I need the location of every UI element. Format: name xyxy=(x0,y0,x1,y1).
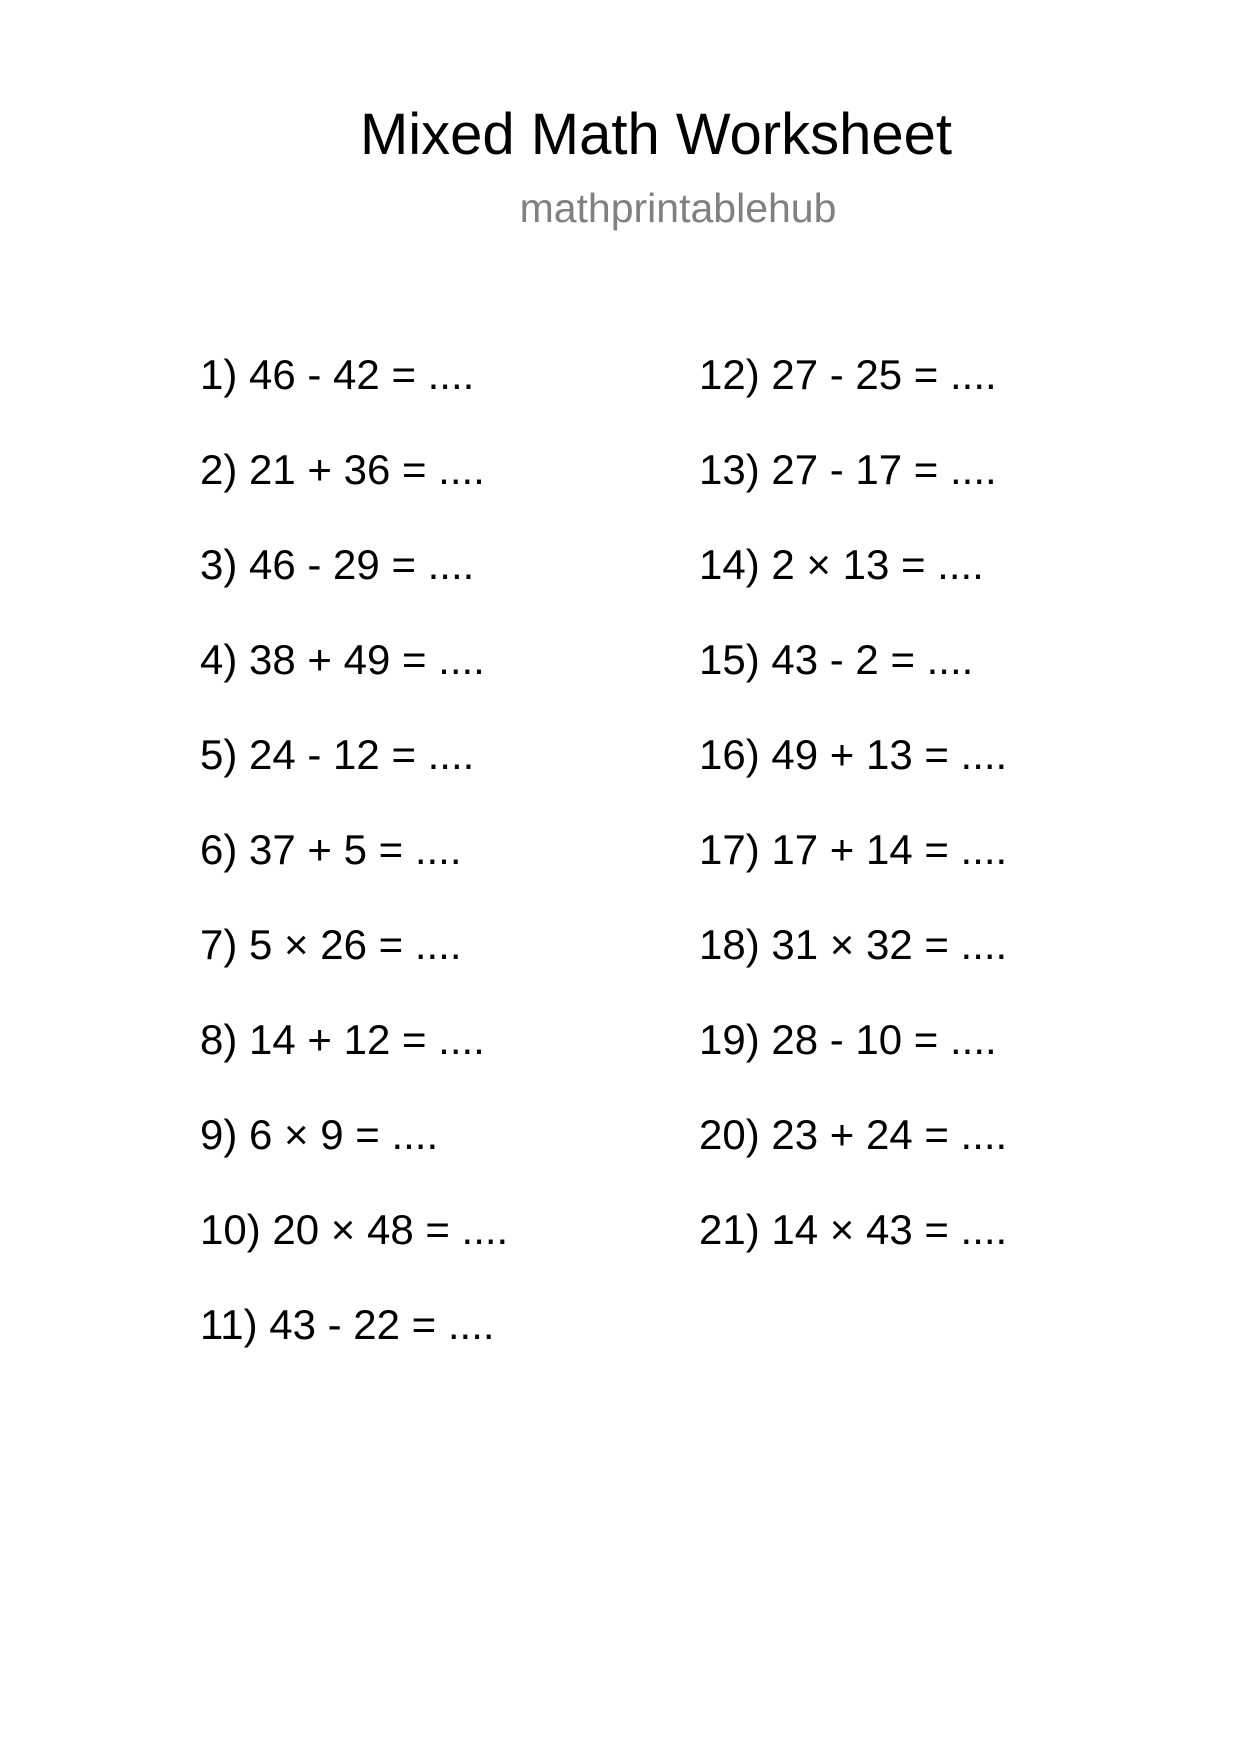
problem-column-right xyxy=(699,345,1007,1295)
problem-item: 18) 31 × 32 = .... xyxy=(699,921,1008,968)
problem-item: 20) 23 + 24 = .... xyxy=(699,1111,1008,1158)
problem-item: 10) 20 × 48 = .... xyxy=(200,1206,509,1253)
problem-item: 13) 27 - 17 = .... xyxy=(699,446,997,493)
problem-item: 12) 27 - 25 = .... xyxy=(699,351,997,398)
problem-item: 14) 2 × 13 = .... xyxy=(699,541,984,588)
problem-item: 16) 49 + 13 = .... xyxy=(699,731,1008,778)
problem-item: 6) 37 + 5 = .... xyxy=(200,826,462,873)
problem-item: 11) 43 - 22 = .... xyxy=(200,1301,495,1348)
problem-item: 19) 28 - 10 = .... xyxy=(699,1016,997,1063)
worksheet-subtitle: mathprintablehub xyxy=(519,185,837,231)
problem-item: 3) 46 - 29 = .... xyxy=(200,541,475,588)
problem-item: 8) 14 + 12 = .... xyxy=(200,1016,485,1063)
problem-column-left xyxy=(200,345,508,1390)
problem-item: 2) 21 + 36 = .... xyxy=(200,446,485,493)
problem-item: 15) 43 - 2 = .... xyxy=(699,636,974,683)
problem-item: 21) 14 × 43 = .... xyxy=(699,1206,1008,1253)
problem-item: 9) 6 × 9 = .... xyxy=(200,1111,439,1158)
problem-item: 1) 46 - 42 = .... xyxy=(200,351,475,398)
problem-item: 7) 5 × 26 = .... xyxy=(200,921,462,968)
problem-item: 4) 38 + 49 = .... xyxy=(200,636,485,683)
worksheet-title: Mixed Math Worksheet xyxy=(359,102,953,167)
problem-item: 17) 17 + 14 = .... xyxy=(699,826,1008,873)
problem-item: 5) 24 - 12 = .... xyxy=(200,731,475,778)
